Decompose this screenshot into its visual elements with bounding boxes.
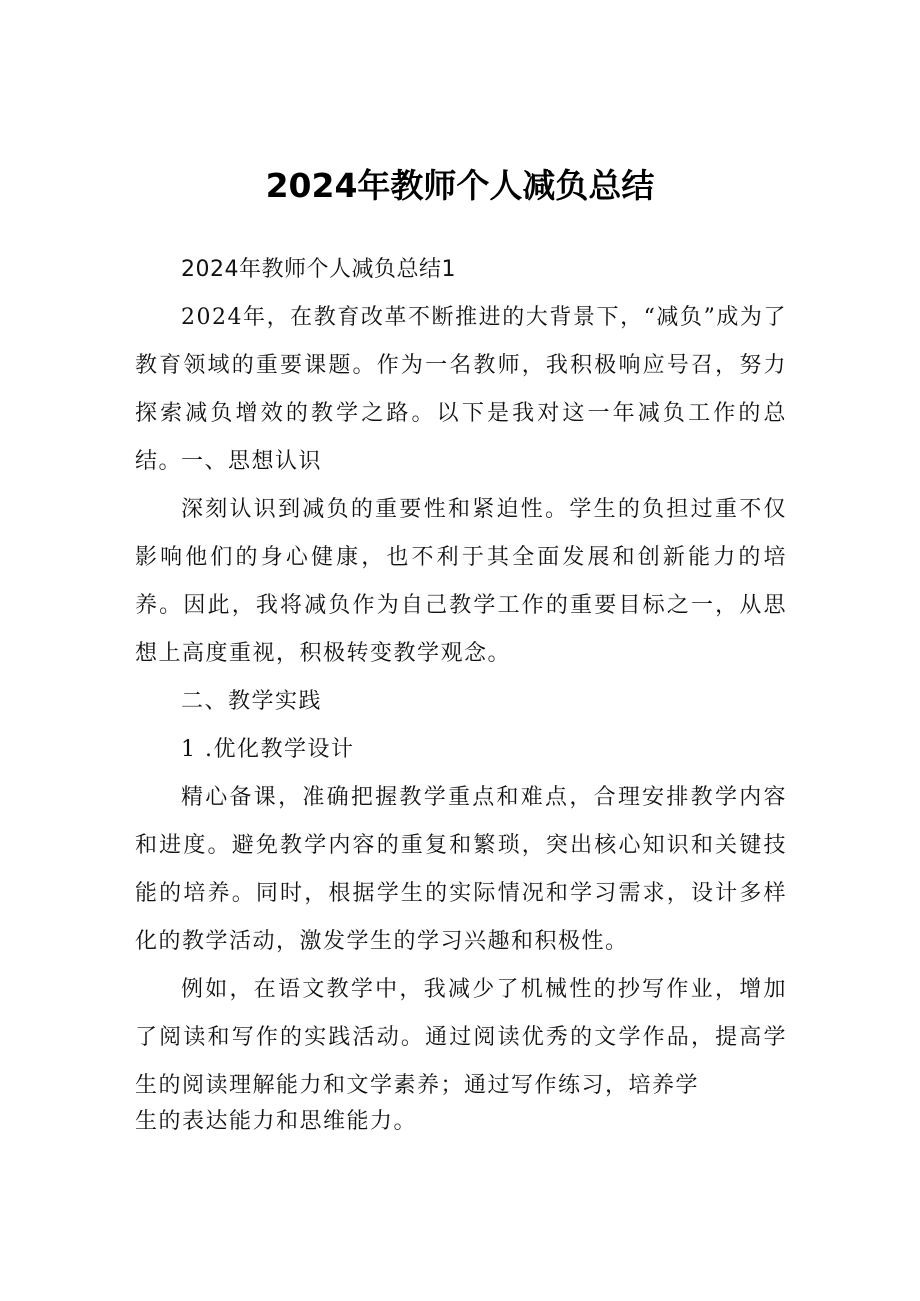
section1-paragraph: 深刻认识到减负的重要性和紧迫性。学生的负担过重不仅影响他们的身心健康，也不利于其全面发展和创新能力的培养。因此，我将减负作为自己教学工作的重要目标之一，从思想上高度重视，积极转变教学观念。 xyxy=(135,497,787,666)
section-subtitle: 2024年教师个人减负总结1 xyxy=(181,257,456,282)
section2-heading: 二、教学实践 xyxy=(181,689,323,714)
example-paragraph: 例如，在语文教学中，我减少了机械性的抄写作业，增加了阅读和写作的实践活动。通过阅读优秀的文学作品，提高学生的阅读理解能力和文学素养；通过写作练习，培养学 xyxy=(135,977,787,1098)
section2-subheading: 1 .优化教学设计 xyxy=(181,737,355,762)
section2-paragraph: 精心备课，准确把握教学重点和难点，合理安排教学内容和进度。避免教学内容的重复和繁琐，突出核心知识和关键技能的培养。同时，根据学生的实际情况和学习需求，设计多样化的教学活动，激发学生的学习兴趣和积极性。 xyxy=(135,785,787,954)
document-title: 2024年教师个人减负总结 xyxy=(265,166,655,205)
section1-heading: 一、思想认识 xyxy=(181,449,323,474)
intro-paragraph: 2024年，在教育改革不断推进的大背景下，“减负”成为了教育领域的重要课题。作为一名教师，我积极响应号召，努力探索减负增效的教学之路。以下是我对这一年减负工作的总结。 xyxy=(135,305,787,474)
example-paragraph-tail: 生的表达能力和思维能力。 xyxy=(135,1109,418,1134)
